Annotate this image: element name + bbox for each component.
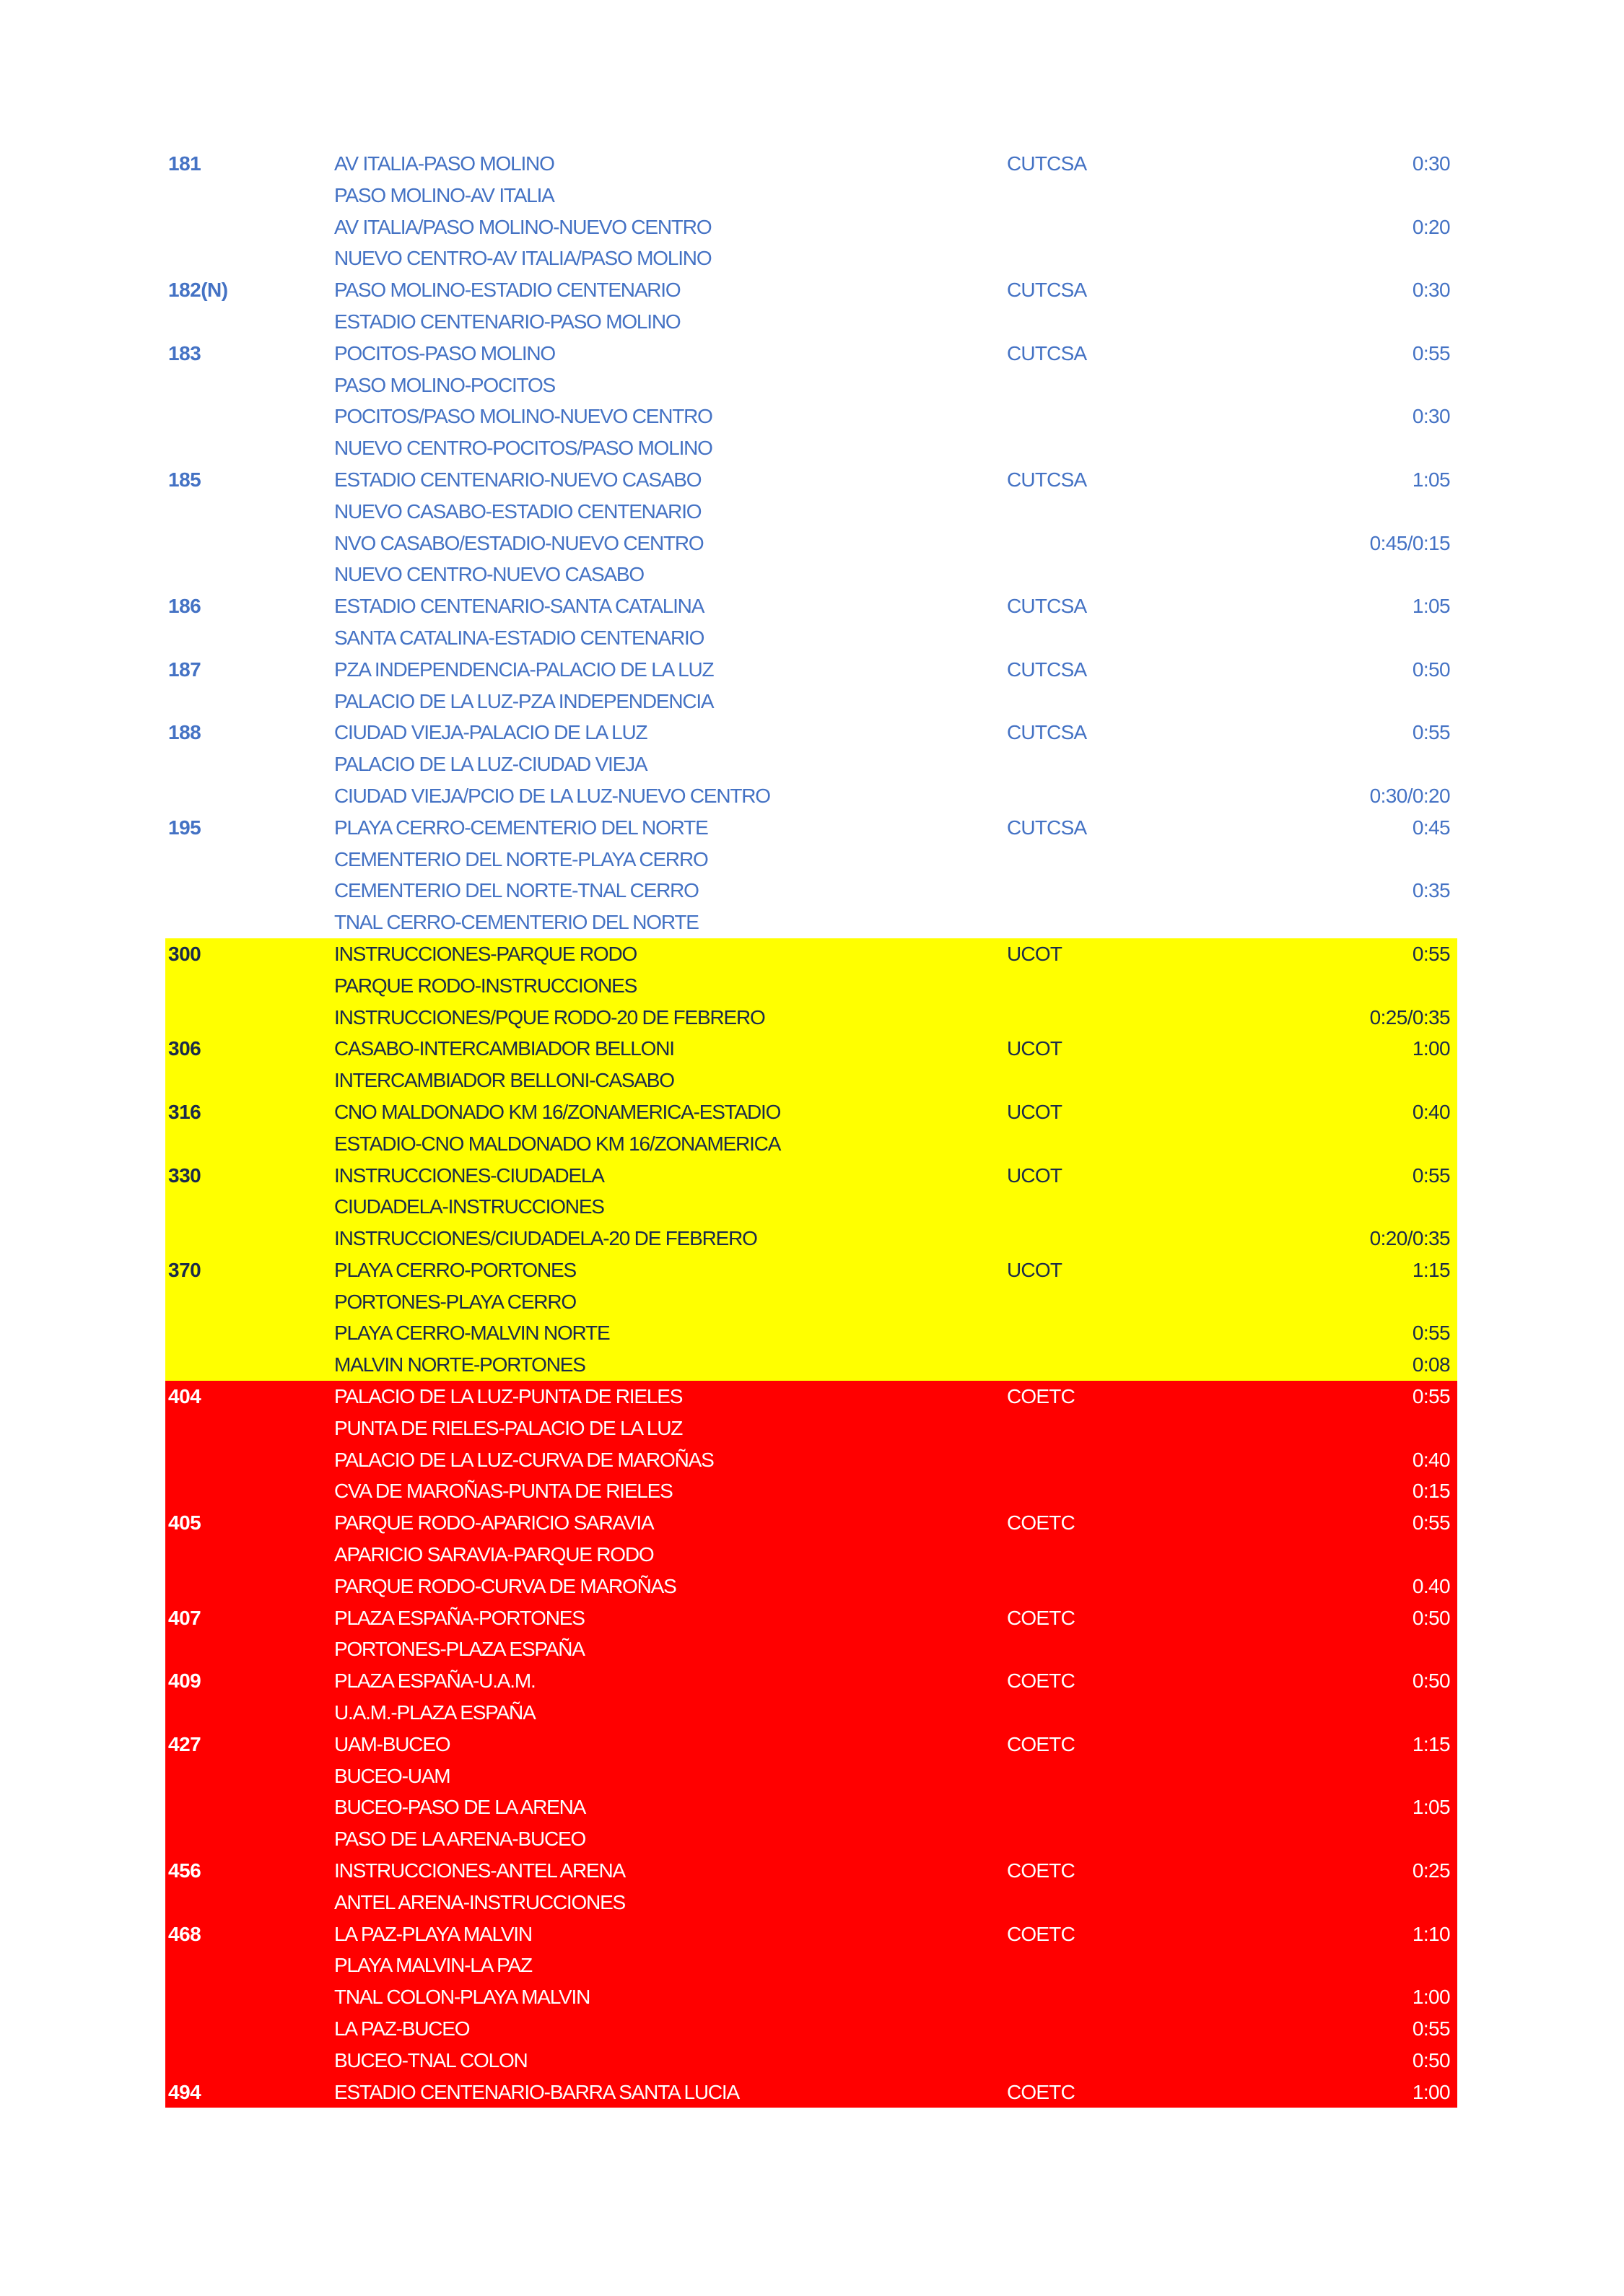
table-row-ucot	[165, 1223, 1457, 1254]
company-cell: UCOT	[1007, 1037, 1062, 1060]
table-row-cutcsa	[165, 907, 1457, 938]
table-row-cutcsa	[165, 528, 1457, 559]
table-row-ucot	[165, 1128, 1457, 1160]
route-cell: ESTADIO CENTENARIO-NUEVO CASABO	[334, 468, 702, 491]
route-cell: NUEVO CENTRO-NUEVO CASABO	[334, 563, 644, 586]
travel-time-cell: 0:30/0:20	[1369, 784, 1450, 807]
route-cell: PLAYA CERRO-PORTONES	[334, 1258, 576, 1281]
route-cell: PLAYA MALVIN-LA PAZ	[334, 1954, 532, 1977]
table-row-cutcsa	[165, 432, 1457, 464]
table-row-coetc	[165, 1950, 1457, 1981]
company-cell: COETC	[1007, 2080, 1075, 2103]
travel-time-cell: 0:35	[1412, 879, 1450, 902]
travel-time-cell: 0:55	[1412, 1164, 1450, 1187]
line-number-cell: 300	[168, 942, 201, 965]
table-row-cutcsa	[165, 622, 1457, 654]
route-cell: INSTRUCCIONES/PQUE RODO-20 DE FEBRERO	[334, 1005, 765, 1029]
table-row-cutcsa	[165, 844, 1457, 876]
travel-time-cell: 0:55	[1412, 942, 1450, 965]
company-cell: CUTCSA	[1007, 595, 1087, 618]
route-cell: PORTONES-PLAZA ESPAÑA	[334, 1638, 585, 1661]
company-cell: COETC	[1007, 1922, 1075, 1945]
route-cell: POCITOS/PASO MOLINO-NUEVO CENTRO	[334, 405, 712, 428]
travel-time-cell: 1:05	[1412, 1796, 1450, 1819]
travel-time-cell: 0:45	[1412, 816, 1450, 839]
route-cell: CIUDAD VIEJA-PALACIO DE LA LUZ	[334, 721, 647, 744]
travel-time-cell: 0:55	[1412, 1322, 1450, 1345]
table-row-coetc	[165, 1729, 1457, 1760]
company-cell: UCOT	[1007, 1258, 1062, 1281]
travel-time-cell: 0:40	[1412, 1448, 1450, 1471]
table-row-cutcsa	[165, 717, 1457, 748]
table-row-coetc	[165, 1791, 1457, 1823]
route-cell: NVO CASABO/ESTADIO-NUEVO CENTRO	[334, 531, 704, 554]
line-number-cell: 427	[168, 1732, 201, 1755]
company-cell: UCOT	[1007, 1164, 1062, 1187]
route-cell: INSTRUCCIONES-PARQUE RODO	[334, 942, 637, 965]
route-cell: AV ITALIA/PASO MOLINO-NUEVO CENTRO	[334, 215, 712, 238]
travel-time-cell: 1:00	[1412, 1037, 1450, 1060]
company-cell: COETC	[1007, 1606, 1075, 1629]
travel-time-cell: 0:30	[1412, 279, 1450, 302]
company-cell: UCOT	[1007, 942, 1062, 965]
table-row-coetc	[165, 2077, 1457, 2108]
table-row-coetc	[165, 1602, 1457, 1634]
route-cell: POCITOS-PASO MOLINO	[334, 341, 555, 365]
company-cell: COETC	[1007, 1669, 1075, 1693]
travel-time-cell: 0:55	[1412, 1385, 1450, 1408]
company-cell: CUTCSA	[1007, 721, 1087, 744]
table-row-coetc	[165, 2013, 1457, 2045]
route-cell: ESTADIO-CNO MALDONADO KM 16/ZONAMERICA	[334, 1132, 781, 1155]
route-cell: CIUDADELA-INSTRUCCIONES	[334, 1195, 604, 1218]
travel-time-cell: 0:50	[1412, 2048, 1450, 2072]
table-row-coetc	[165, 1823, 1457, 1855]
line-number-cell: 187	[168, 658, 201, 681]
table-row-coetc	[165, 1381, 1457, 1413]
route-cell: INSTRUCCIONES/CIUDADELA-20 DE FEBRERO	[334, 1227, 757, 1250]
line-number-cell: 409	[168, 1669, 201, 1693]
route-cell: PARQUE RODO-INSTRUCCIONES	[334, 974, 637, 997]
table-row-ucot	[165, 970, 1457, 1002]
travel-time-cell: 0:20/0:35	[1369, 1227, 1450, 1250]
travel-time-cell: 0.40	[1412, 1574, 1450, 1597]
route-cell: ESTADIO CENTENARIO-SANTA CATALINA	[334, 595, 704, 618]
table-row-cutcsa	[165, 780, 1457, 812]
table-row-coetc	[165, 1665, 1457, 1697]
route-cell: BUCEO-PASO DE LA ARENA	[334, 1796, 586, 1819]
line-number-cell: 186	[168, 595, 201, 618]
line-number-cell: 494	[168, 2080, 201, 2103]
company-cell: UCOT	[1007, 1100, 1062, 1123]
route-cell: PASO MOLINO-AV ITALIA	[334, 183, 554, 206]
route-cell: BUCEO-TNAL COLON	[334, 2048, 528, 2072]
line-number-cell: 316	[168, 1100, 201, 1123]
table-row-coetc	[165, 1475, 1457, 1507]
travel-time-cell: 0:55	[1412, 721, 1450, 744]
route-cell: PZA INDEPENDENCIA-PALACIO DE LA LUZ	[334, 658, 714, 681]
route-cell: ESTADIO CENTENARIO-PASO MOLINO	[334, 310, 681, 333]
table-row-cutcsa	[165, 875, 1457, 907]
route-cell: CVA DE MAROÑAS-PUNTA DE RIELES	[334, 1480, 673, 1503]
route-cell: PLAZA ESPAÑA-PORTONES	[334, 1606, 585, 1629]
route-cell: UAM-BUCEO	[334, 1732, 450, 1755]
table-row-coetc	[165, 1444, 1457, 1476]
route-cell: PLAZA ESPAÑA-U.A.M.	[334, 1669, 536, 1693]
table-row-cutcsa	[165, 370, 1457, 401]
travel-time-cell: 0:50	[1412, 1669, 1450, 1693]
route-cell: ESTADIO CENTENARIO-BARRA SANTA LUCIA	[334, 2080, 739, 2103]
route-cell: PASO MOLINO-ESTADIO CENTENARIO	[334, 279, 681, 302]
table-row-ucot	[165, 1096, 1457, 1128]
company-cell: CUTCSA	[1007, 279, 1087, 302]
line-number-cell: 404	[168, 1385, 201, 1408]
table-row-coetc	[165, 1571, 1457, 1602]
travel-time-cell: 0:25/0:35	[1369, 1005, 1450, 1029]
route-cell: PARQUE RODO-APARICIO SARAVIA	[334, 1511, 654, 1535]
line-number-cell: 185	[168, 468, 201, 491]
route-cell: SANTA CATALINA-ESTADIO CENTENARIO	[334, 626, 704, 649]
line-number-cell: 405	[168, 1511, 201, 1535]
travel-time-cell: 0:40	[1412, 1100, 1450, 1123]
line-number-cell: 407	[168, 1606, 201, 1629]
travel-time-cell: 1:00	[1412, 1986, 1450, 2009]
table-row-ucot	[165, 1349, 1457, 1381]
route-cell: PALACIO DE LA LUZ-CURVA DE MAROÑAS	[334, 1448, 714, 1471]
route-cell: BUCEO-UAM	[334, 1764, 450, 1787]
table-row-cutcsa	[165, 243, 1457, 274]
table-row-cutcsa	[165, 306, 1457, 338]
table-row-coetc	[165, 1539, 1457, 1571]
company-cell: COETC	[1007, 1385, 1075, 1408]
table-row-cutcsa	[165, 274, 1457, 306]
table-row-ucot	[165, 1317, 1457, 1349]
route-cell: CNO MALDONADO KM 16/ZONAMERICA-ESTADIO	[334, 1100, 781, 1123]
line-number-cell: 370	[168, 1258, 201, 1281]
table-row-cutcsa	[165, 812, 1457, 844]
line-number-cell: 456	[168, 1859, 201, 1882]
table-row-cutcsa	[165, 496, 1457, 528]
travel-time-cell: 0:15	[1412, 1480, 1450, 1503]
travel-time-cell: 0:45/0:15	[1369, 531, 1450, 554]
line-number-cell: 188	[168, 721, 201, 744]
travel-time-cell: 0:20	[1412, 215, 1450, 238]
travel-time-cell: 0:25	[1412, 1859, 1450, 1882]
table-row-ucot	[165, 1286, 1457, 1318]
table-row-cutcsa	[165, 686, 1457, 717]
line-number-cell: 468	[168, 1922, 201, 1945]
table-row-cutcsa	[165, 338, 1457, 370]
route-cell: PUNTA DE RIELES-PALACIO DE LA LUZ	[334, 1416, 683, 1439]
travel-time-cell: 0:55	[1412, 341, 1450, 365]
travel-time-cell: 0:30	[1412, 405, 1450, 428]
company-cell: CUTCSA	[1007, 658, 1087, 681]
travel-time-cell: 1:15	[1412, 1258, 1450, 1281]
route-cell: INSTRUCCIONES-CIUDADELA	[334, 1164, 604, 1187]
table-row-ucot	[165, 1033, 1457, 1065]
route-cell: CIUDAD VIEJA/PCIO DE LA LUZ-NUEVO CENTRO	[334, 784, 770, 807]
route-cell: LA PAZ-BUCEO	[334, 2017, 470, 2040]
route-table	[165, 148, 1457, 2108]
line-number-cell: 183	[168, 341, 201, 365]
travel-time-cell: 1:05	[1412, 468, 1450, 491]
route-cell: CEMENTERIO DEL NORTE-TNAL CERRO	[334, 879, 699, 902]
table-row-cutcsa	[165, 401, 1457, 432]
table-row-coetc	[165, 1633, 1457, 1665]
line-number-cell: 181	[168, 152, 201, 175]
table-row-ucot	[165, 938, 1457, 970]
route-cell: TNAL CERRO-CEMENTERIO DEL NORTE	[334, 911, 699, 934]
travel-time-cell: 0:30	[1412, 152, 1450, 175]
company-cell: CUTCSA	[1007, 468, 1087, 491]
route-cell: INSTRUCCIONES-ANTEL ARENA	[334, 1859, 626, 1882]
travel-time-cell: 1:05	[1412, 595, 1450, 618]
travel-time-cell: 0:55	[1412, 2017, 1450, 2040]
route-cell: ANTEL ARENA-INSTRUCCIONES	[334, 1890, 626, 1913]
route-cell: PALACIO DE LA LUZ-PUNTA DE RIELES	[334, 1385, 683, 1408]
travel-time-cell: 0:08	[1412, 1353, 1450, 1376]
travel-time-cell: 1:15	[1412, 1732, 1450, 1755]
route-cell: NUEVO CENTRO-AV ITALIA/PASO MOLINO	[334, 247, 712, 270]
table-row-ucot	[165, 1160, 1457, 1192]
table-row-cutcsa	[165, 654, 1457, 686]
table-row-ucot	[165, 1191, 1457, 1223]
travel-time-cell: 0:55	[1412, 1511, 1450, 1535]
route-cell: AV ITALIA-PASO MOLINO	[334, 152, 554, 175]
company-cell: COETC	[1007, 1732, 1075, 1755]
table-row-cutcsa	[165, 180, 1457, 211]
route-cell: NUEVO CENTRO-POCITOS/PASO MOLINO	[334, 437, 712, 460]
table-row-cutcsa	[165, 464, 1457, 496]
route-cell: LA PAZ-PLAYA MALVIN	[334, 1922, 532, 1945]
table-row-ucot	[165, 1002, 1457, 1034]
table-row-ucot	[165, 1254, 1457, 1286]
route-cell: CEMENTERIO DEL NORTE-PLAYA CERRO	[334, 847, 708, 870]
company-cell: CUTCSA	[1007, 816, 1087, 839]
table-row-ucot	[165, 1065, 1457, 1096]
route-cell: PARQUE RODO-CURVA DE MAROÑAS	[334, 1574, 676, 1597]
route-cell: APARICIO SARAVIA-PARQUE RODO	[334, 1543, 654, 1566]
route-cell: TNAL COLON-PLAYA MALVIN	[334, 1986, 590, 2009]
travel-time-cell: 0:50	[1412, 658, 1450, 681]
table-row-cutcsa	[165, 748, 1457, 780]
table-row-coetc	[165, 1507, 1457, 1539]
table-row-coetc	[165, 1697, 1457, 1729]
table-row-coetc	[165, 1760, 1457, 1792]
table-row-cutcsa	[165, 559, 1457, 590]
route-cell: U.A.M.-PLAZA ESPAÑA	[334, 1701, 536, 1724]
company-cell: COETC	[1007, 1859, 1075, 1882]
table-row-cutcsa	[165, 590, 1457, 622]
route-cell: PLAYA CERRO-MALVIN NORTE	[334, 1322, 610, 1345]
table-row-coetc	[165, 2045, 1457, 2077]
route-cell: PALACIO DE LA LUZ-CIUDAD VIEJA	[334, 753, 647, 776]
route-cell: INTERCAMBIADOR BELLONI-CASABO	[334, 1069, 674, 1092]
route-cell: PALACIO DE LA LUZ-PZA INDEPENDENCIA	[334, 689, 714, 712]
table-row-coetc	[165, 1919, 1457, 1950]
line-number-cell: 306	[168, 1037, 201, 1060]
table-row-coetc	[165, 1855, 1457, 1887]
travel-time-cell: 1:10	[1412, 1922, 1450, 1945]
travel-time-cell: 0:50	[1412, 1606, 1450, 1629]
travel-time-cell: 1:00	[1412, 2080, 1450, 2103]
line-number-cell: 195	[168, 816, 201, 839]
table-row-coetc	[165, 1887, 1457, 1919]
company-cell: CUTCSA	[1007, 341, 1087, 365]
route-cell: NUEVO CASABO-ESTADIO CENTENARIO	[334, 499, 702, 523]
route-cell: PLAYA CERRO-CEMENTERIO DEL NORTE	[334, 816, 708, 839]
company-cell: COETC	[1007, 1511, 1075, 1535]
company-cell: CUTCSA	[1007, 152, 1087, 175]
line-number-cell: 330	[168, 1164, 201, 1187]
table-row-cutcsa	[165, 148, 1457, 180]
table-row-coetc	[165, 1981, 1457, 2013]
table-row-coetc	[165, 1413, 1457, 1444]
route-cell: CASABO-INTERCAMBIADOR BELLONI	[334, 1037, 674, 1060]
route-cell: PORTONES-PLAYA CERRO	[334, 1290, 576, 1313]
table-row-cutcsa	[165, 211, 1457, 243]
line-number-cell: 182(N)	[168, 279, 228, 302]
route-cell: PASO MOLINO-POCITOS	[334, 373, 555, 396]
route-cell: MALVIN NORTE-PORTONES	[334, 1353, 585, 1376]
route-cell: PASO DE LA ARENA-BUCEO	[334, 1828, 586, 1851]
